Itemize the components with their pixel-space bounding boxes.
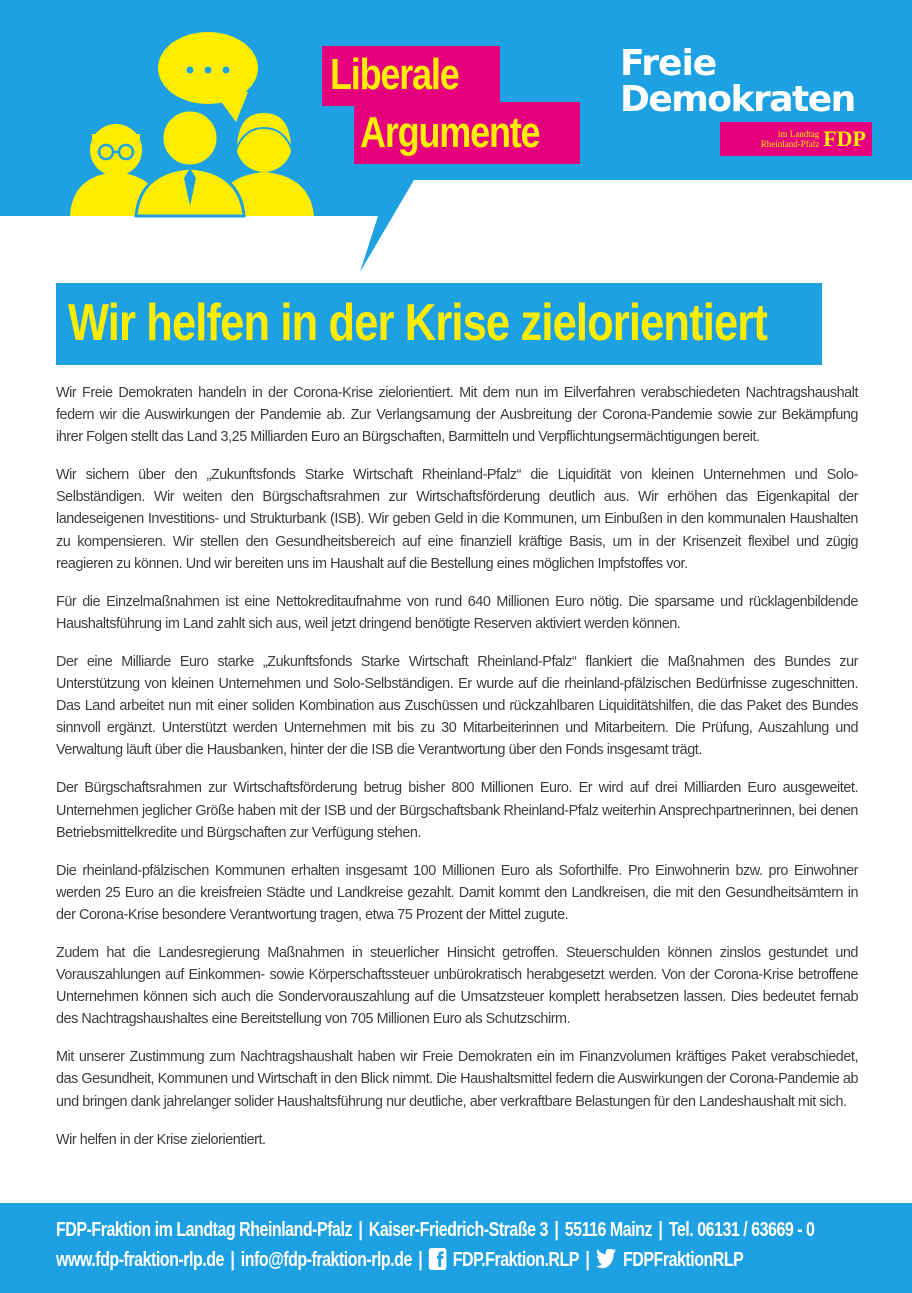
paragraph: Der Bürgschaftsrahmen zur Wirtschaftsförderung betrug bisher 800 Millionen Euro. Er wird auf drei Milliarden Euro ausgeweitet. Unternehmen jeglicher Größe haben mit der ISB und der Bürgschaftsbank Rheinland-Pfalz weiterhin Ansprechpartnerinnen, bei denen Betriebsmittelkredite und Bürgschaften zur Verfügung stehen. — [56, 780, 858, 841]
page-title: Wir helfen in der Krise zielorientiert — [68, 294, 767, 352]
footer-separator: | — [230, 1249, 235, 1271]
badge-subtitle-line1: im Landtag — [777, 129, 820, 139]
fdp-badge — [720, 122, 872, 156]
paragraph: Wir helfen in der Krise zielorientiert. — [56, 1131, 266, 1148]
twitter-icon — [596, 1249, 617, 1269]
footer-twitter-link[interactable]: FDPFraktionRLP — [622, 1249, 744, 1271]
brand-freie: Freie — [620, 43, 717, 84]
facebook-icon: f — [429, 1248, 447, 1270]
paragraph: Mit unserer Zustimmung zum Nachtragshaushalt haben wir Freie Demokraten ein im Finanzvolumen kräftiges Paket verabschiedet, das Gesundheit, Kommunen und Wirtschaft in den Blick nimmt. Die Haushaltsmittel federn die Auswirkungen der Corona-Pandemie ab und bringen dank jahrelanger solider Haushaltsführung nur deutliche, aber verkraftbare Belastungen für den Landeshaushalt mit sich. — [56, 1049, 858, 1110]
header — [0, 0, 912, 272]
paragraph: Wir sichern über den „Zukunftsfonds Starke Wirtschaft Rheinland-Pfalz“ die Liquidität von kleinen Unternehmen und Solo-Selbständigen. Wir weiten den Bürgschaftsrahmen zur Wirtschaftsförderung deutlich aus. Wir erhöhen das Eigenkapital der landeseigenen Investitions- und Strukturbank (ISB). Wir geben Geld in die Kommunen, um Einbußen in den kommunalen Haushalten zu kompensieren. Wir stellen den Gesundheitsbereich auf eine finanziell kräftige Basis, um in der Krisenzeit flexibel und zügig reagieren zu können. Und wir bereiten uns im Haushalt auf die Bestellung eines möglichen Impfstoffes vor. — [56, 467, 858, 572]
footer-separator: | — [585, 1249, 590, 1271]
footer-website-link[interactable]: www.fdp-fraktion-rlp.de — [56, 1249, 224, 1271]
argumente-label: Argumente — [360, 108, 540, 157]
footer-contact-line — [56, 1248, 743, 1272]
footer-separator: | — [554, 1219, 559, 1241]
liberale-label: Liberale — [330, 50, 459, 99]
fdp-logo-text: FDP — [823, 126, 866, 151]
footer-address-line — [56, 1219, 814, 1242]
footer-separator: | — [418, 1249, 423, 1271]
footer-email-link[interactable]: info@fdp-fraktion-rlp.de — [240, 1249, 412, 1271]
people-group-icon — [70, 110, 314, 216]
badge-subtitle-line2: Rheinland-Pfalz — [760, 139, 820, 149]
paragraph: Der eine Milliarde Euro starke „Zukunftsfonds Starke Wirtschaft Rheinland-Pfalz“ flankiert die Maßnahmen des Bundes zur Unterstützung von kleinen Unternehmen und Solo-Selbständigen. Er wurde auf die rheinland-pfälzischen Bedürfnisse zugeschnitten. Das Land arbeitet nun mit einer soliden Kombination aus Zuschüssen und rückzahlbaren Liquiditätshilfen, die das Paket des Bundes sinnvoll ergänzt. Unterstützt werden Unternehmen mit bis zu 30 Mitarbeiterinnen und Mitarbeitern. Die Prüfung, Auszahlung und Verwaltung läuft über die Hausbanken, hinter der die ISB die Verantwortung über den Fonds insgesamt trägt. — [56, 653, 858, 759]
paragraph: Zudem hat die Landesregierung Maßnahmen in steuerlicher Hinsicht getroffen. Steuerschulden können zinslos gestundet und Vorauszahlungen auf Einkommen- sowie Körperschaftssteuer unbürokratisch herabgesetzt werden. Von der Corona-Krise betroffene Unternehmen können sich auch die Sondervorauszahlung auf die Umsatzsteuer komplett herabsetzen lassen. Dies bedeutet fernab des Nachtragshaushaltes eine Bereitstellung von 705 Millionen Euro als Schutzschirm. — [56, 944, 858, 1028]
paragraph: Die rheinland-pfälzischen Kommunen erhalten insgesamt 100 Millionen Euro als Soforthilfe. Pro Einwohnerin bzw. pro Einwohner werden 25 Euro an die kreisfreien Städte und Landkreise gezahlt. Damit kommt den Landkreisen, die mit den Gesundheitsämtern in der Corona-Krise besondere Verantwortung tragen, etwa 75 Prozent der Mittel zugute. — [56, 862, 858, 923]
article-body — [56, 382, 858, 1167]
footer-facebook-link[interactable]: FDP.Fraktion.RLP — [452, 1249, 579, 1271]
footer-organization: FDP-Fraktion im Landtag Rheinland-Pfalz — [56, 1219, 352, 1241]
footer-phone: Tel. 06131 / 63669 - 0 — [668, 1219, 815, 1241]
footer-street: Kaiser-Friedrich-Straße 3 — [368, 1219, 548, 1241]
brand-demokraten: Demokraten — [620, 79, 855, 120]
paragraph: Für die Einzelmaßnahmen ist eine Nettokreditaufnahme von rund 640 Millionen Euro nötig. Die sparsame und rücklagenbildende Haushaltsführung im Land zahlt sich aus, weil jetzt dringend benötigte Reserven aktiviert werden können. — [56, 593, 858, 632]
footer-city: 55116 Mainz — [564, 1219, 652, 1241]
paragraph: Wir Freie Demokraten handeln in der Corona-Krise zielorientiert. Mit dem nun im Eilverfahren verabschiedeten Nachtragshaushalt federn wir die Auswirkungen der Pandemie ab. Zur Verlangsamung der Ausbreitung der Corona-Pandemie sowie zur Bekämpfung ihrer Folgen stellt das Land 3,25 Milliarden Euro an Bürgschaften, Barmitteln und Verpflichtungsermächtigungen bereit. — [56, 385, 858, 446]
badge-subtitle — [761, 129, 819, 149]
footer-separator: | — [358, 1219, 363, 1241]
footer-separator: | — [658, 1219, 663, 1241]
